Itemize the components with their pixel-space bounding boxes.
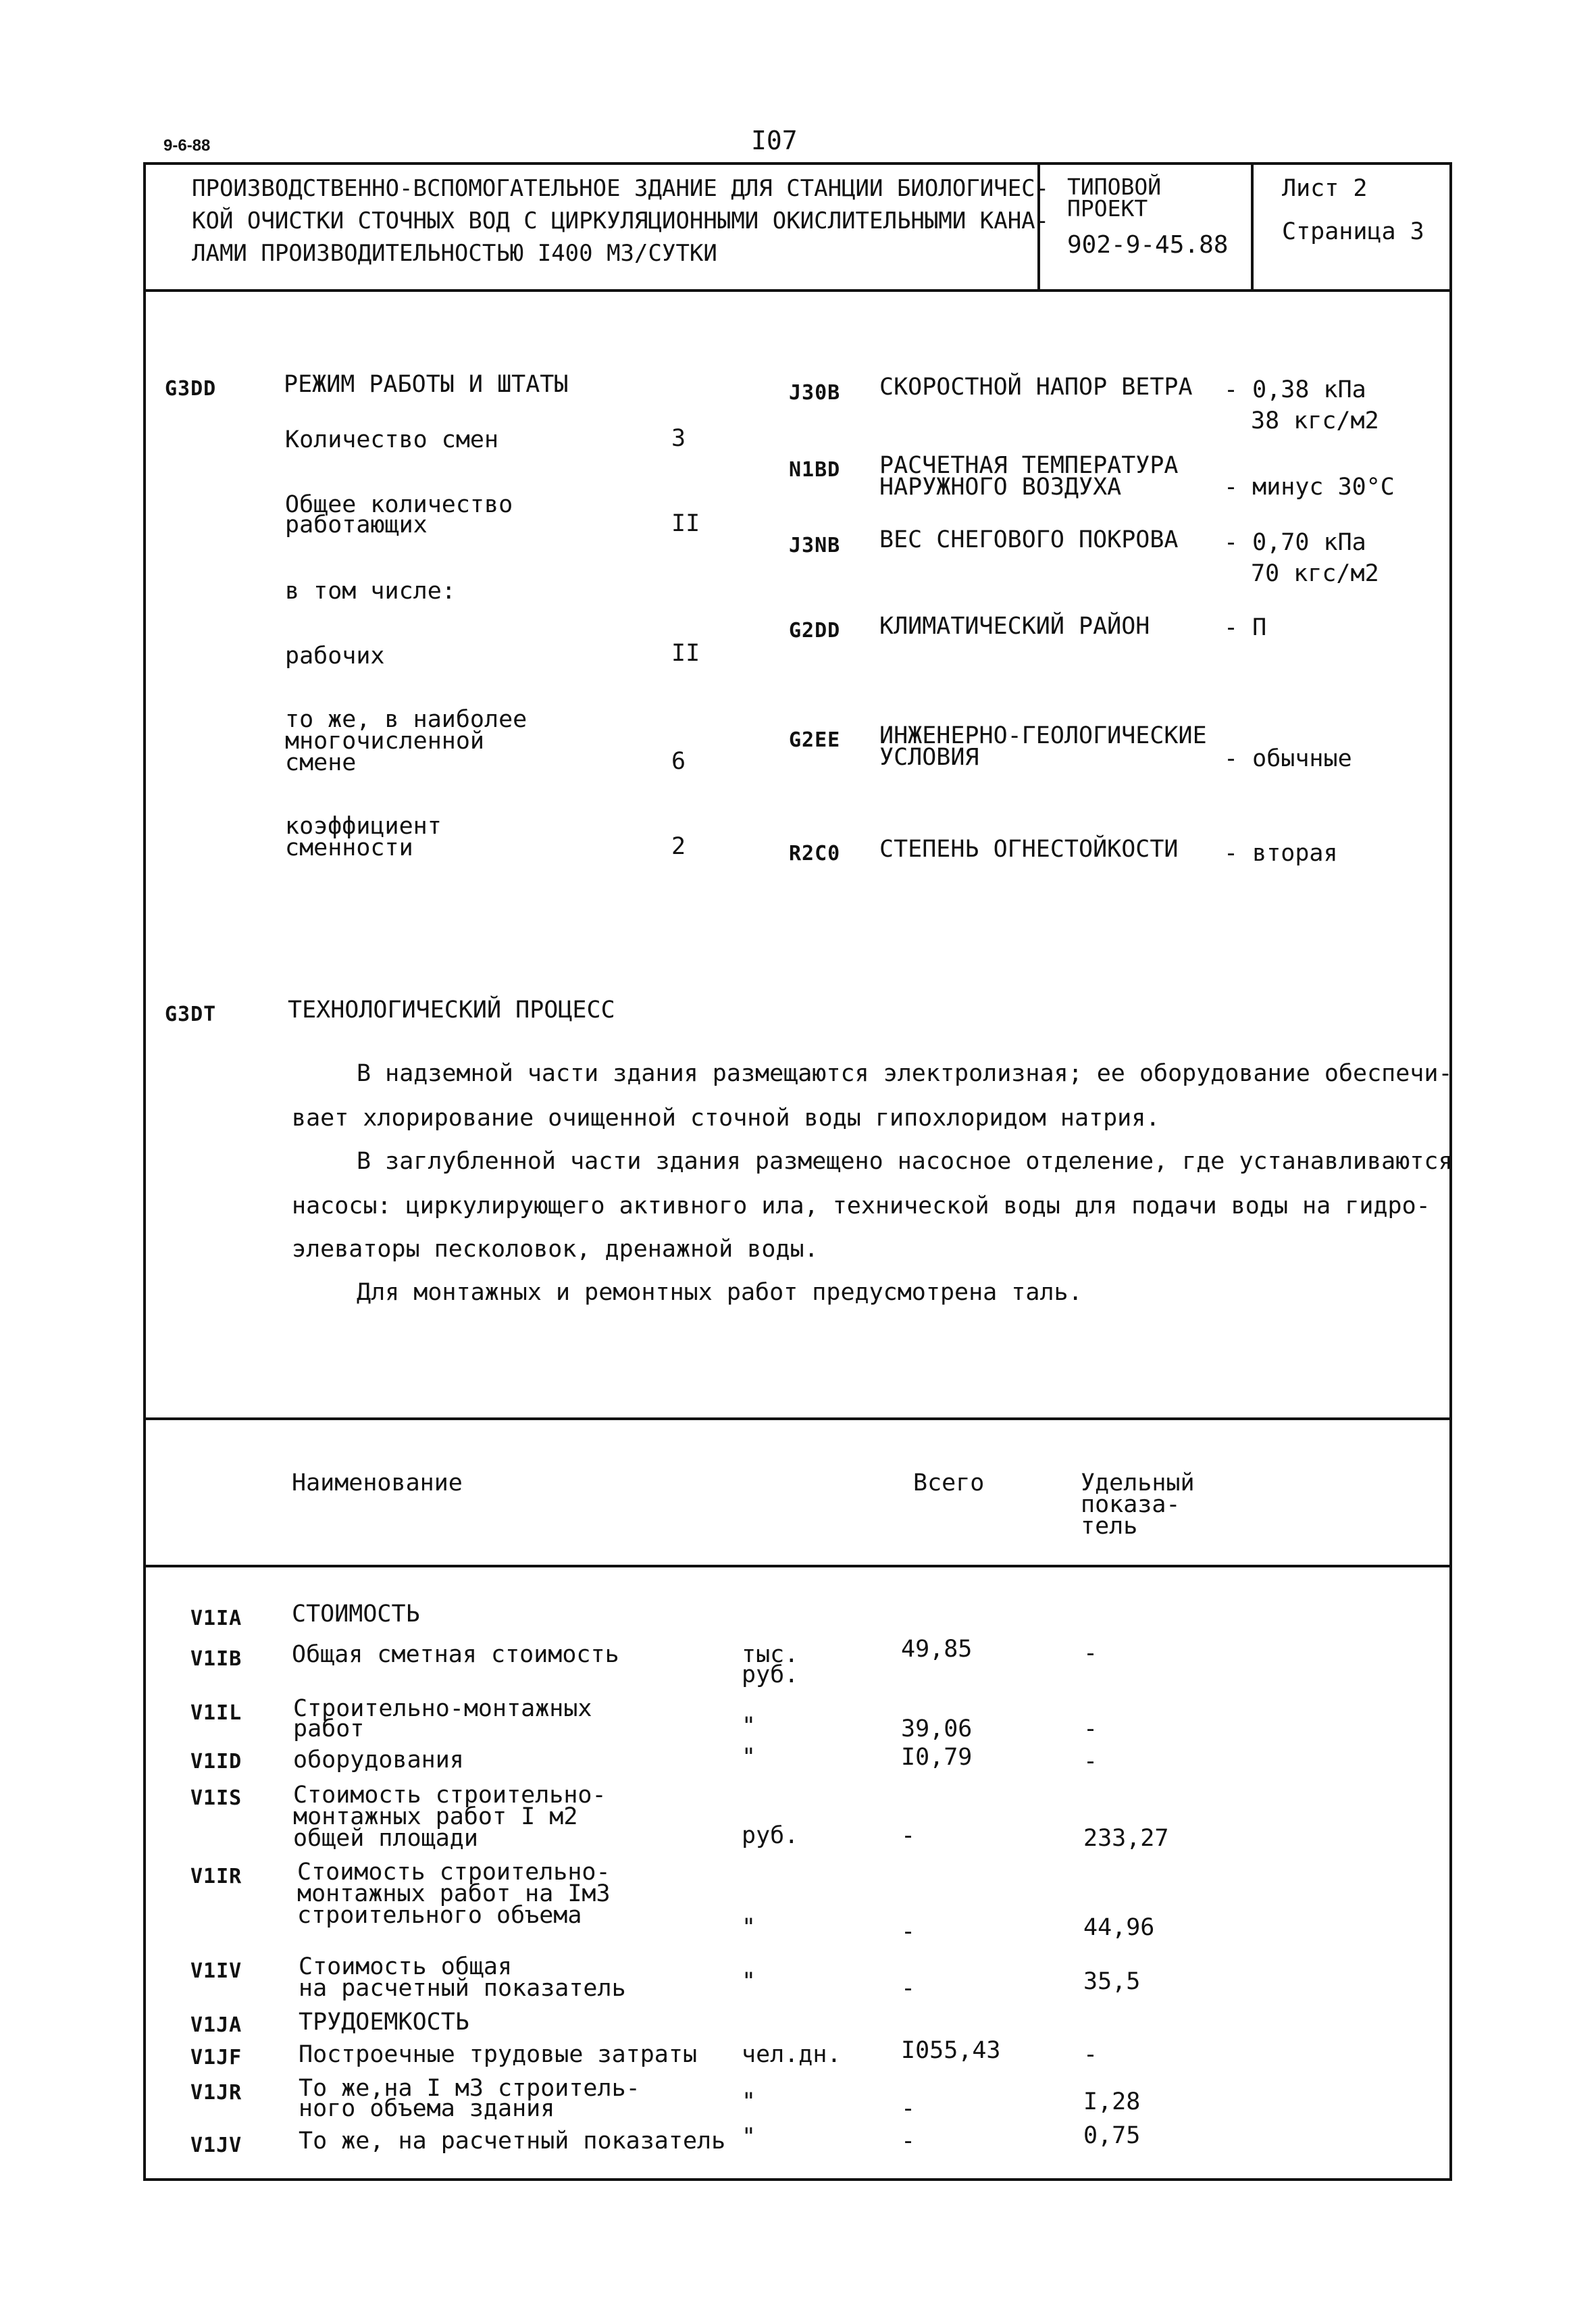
row-code: V1JV bbox=[190, 2134, 242, 2157]
row-total: I0,79 bbox=[901, 1744, 973, 1771]
row-name: Общая сметная стоимость bbox=[292, 1641, 619, 1668]
row-name: ТРУДОЕМКОСТЬ bbox=[299, 2009, 469, 2036]
row-specific: 35,5 bbox=[1083, 1968, 1141, 1995]
row-unit: " bbox=[742, 2123, 756, 2150]
climate-label: ИНЖЕНЕРНО-ГЕОЛОГИЧЕСКИЕ bbox=[879, 722, 1207, 749]
page-number: I07 bbox=[751, 126, 798, 155]
tech-paragraph-line: В заглубленной части здания размещено насосное отделение, где устанавливаются bbox=[357, 1148, 1453, 1175]
climate-code: J30B bbox=[789, 381, 841, 405]
row-code: V1JR bbox=[190, 2081, 242, 2105]
row-name: То же,на I м3 строитель- bbox=[299, 2075, 640, 2102]
row-code: V1IL bbox=[190, 1701, 242, 1725]
row-name: То же, на расчетный показатель bbox=[299, 2128, 726, 2155]
staff-label: то же, в наиболее bbox=[285, 706, 527, 733]
row-unit: руб. bbox=[742, 1822, 799, 1849]
staff-label: в том числе: bbox=[285, 578, 456, 605]
row-unit: тыс. bbox=[742, 1641, 799, 1668]
tech-paragraph-line: Для монтажных и ремонтных работ предусмотрена таль. bbox=[357, 1279, 1083, 1306]
table-header-divider bbox=[143, 1565, 1452, 1567]
staff-label: смене bbox=[285, 749, 357, 776]
staff-label: многочисленной bbox=[285, 728, 485, 755]
row-name: оборудования bbox=[293, 1746, 464, 1774]
row-specific: - bbox=[1083, 2041, 1098, 2068]
climate-label: СТЕПЕНЬ ОГНЕСТОЙКОСТИ bbox=[879, 836, 1179, 863]
project-number: 902-9-45.88 bbox=[1067, 231, 1229, 259]
climate-value-alt: 70 кгс/м2 bbox=[1251, 560, 1379, 587]
row-total: - bbox=[901, 2128, 916, 2155]
climate-label: ВЕС СНЕГОВОГО ПОКРОВА bbox=[879, 526, 1179, 553]
table-header-name: Наименование bbox=[292, 1469, 463, 1496]
climate-value-alt: 38 кгс/м2 bbox=[1251, 407, 1379, 434]
row-total: - bbox=[901, 1918, 916, 1945]
table-header-specific: Удельный bbox=[1081, 1469, 1195, 1496]
row-unit: " bbox=[742, 1968, 756, 1995]
page-label: Страница 3 bbox=[1282, 218, 1424, 245]
climate-label: НАРУЖНОГО ВОЗДУХА bbox=[879, 474, 1122, 501]
row-total: I055,43 bbox=[901, 2037, 1001, 2064]
row-specific: I,28 bbox=[1083, 2088, 1141, 2115]
climate-value: - вторая bbox=[1224, 840, 1338, 867]
climate-value: - минус 30°С bbox=[1224, 474, 1395, 501]
staff-value: 3 bbox=[671, 425, 686, 452]
staff-label: Количество смен bbox=[285, 426, 499, 453]
row-unit: чел.дн. bbox=[742, 2041, 842, 2068]
row-name: СТОИМОСТЬ bbox=[292, 1601, 420, 1628]
climate-code: J3NB bbox=[789, 534, 841, 557]
row-name: строительного объема bbox=[297, 1902, 582, 1929]
row-specific: - bbox=[1083, 1715, 1098, 1742]
staff-label: рабочих bbox=[285, 643, 385, 670]
row-code: V1IV bbox=[190, 1959, 242, 1983]
row-specific: 0,75 bbox=[1083, 2122, 1141, 2149]
row-total: 39,06 bbox=[901, 1715, 973, 1742]
staff-value: 6 bbox=[671, 748, 686, 775]
tech-paragraph-line: вает хлорирование очищенной сточной воды гипохлоридом натрия. bbox=[292, 1105, 1160, 1132]
row-name: монтажных работ I м2 bbox=[293, 1803, 578, 1830]
project-type-2: ПРОЕКТ bbox=[1067, 195, 1148, 222]
row-name: Строительно-монтажных bbox=[293, 1695, 592, 1722]
climate-value: - обычные bbox=[1224, 745, 1352, 772]
tech-paragraph-line: элеваторы песколовок, дренажной воды. bbox=[292, 1236, 819, 1263]
climate-label: КЛИМАТИЧЕСКИЙ РАЙОН bbox=[879, 613, 1150, 640]
table-top-divider bbox=[143, 1417, 1452, 1420]
row-specific: 44,96 bbox=[1083, 1914, 1155, 1941]
sheet-label: Лист 2 bbox=[1282, 175, 1368, 202]
climate-value: - П bbox=[1224, 614, 1267, 641]
row-code: V1IA bbox=[190, 1607, 242, 1630]
staff-value: 2 bbox=[671, 833, 686, 860]
section-code: G3DD bbox=[165, 377, 217, 401]
climate-label: УСЛОВИЯ bbox=[879, 744, 979, 771]
header-col-divider-2 bbox=[1251, 162, 1254, 291]
row-name: Стоимость общая bbox=[299, 1953, 513, 1980]
row-unit: " bbox=[742, 1744, 756, 1771]
row-code: V1IR bbox=[190, 1865, 242, 1888]
row-code: V1IS bbox=[190, 1786, 242, 1810]
table-header-total: Всего bbox=[913, 1469, 985, 1496]
row-name: общей площади bbox=[293, 1825, 478, 1852]
row-unit: руб. bbox=[742, 1661, 799, 1688]
row-total: - bbox=[901, 2095, 916, 2122]
tech-heading: ТЕХНОЛОГИЧЕСКИЙ ПРОЦЕСС bbox=[288, 997, 615, 1024]
row-code: V1IB bbox=[190, 1647, 242, 1671]
tech-code: G3DT bbox=[165, 1003, 217, 1026]
climate-label: РАСЧЕТНАЯ ТЕМПЕРАТУРА bbox=[879, 452, 1179, 479]
section-heading: РЕЖИМ РАБОТЫ И ШТАТЫ bbox=[284, 371, 569, 398]
climate-code: N1BD bbox=[789, 458, 841, 482]
tech-paragraph-line: В надземной части здания размещаются электролизная; ее оборудование обеспечи- bbox=[357, 1060, 1453, 1087]
table-header-specific: тель bbox=[1081, 1513, 1138, 1540]
climate-value: - 0,70 кПа bbox=[1224, 529, 1366, 556]
row-name: Построечные трудовые затраты bbox=[299, 2041, 698, 2068]
staff-label: работающих bbox=[285, 511, 428, 538]
row-name: ного объема здания bbox=[299, 2095, 555, 2122]
row-name: работ bbox=[293, 1715, 365, 1742]
row-specific: - bbox=[1083, 1640, 1098, 1667]
staff-label: сменности bbox=[285, 834, 413, 861]
row-code: V1JF bbox=[190, 2046, 242, 2069]
row-name: на расчетный показатель bbox=[299, 1975, 626, 2002]
header-title-line: ЛАМИ ПРОИЗВОДИТЕЛЬНОСТЬЮ I400 МЗ/СУТКИ bbox=[192, 240, 717, 267]
climate-code: R2C0 bbox=[789, 842, 841, 865]
staff-value: II bbox=[671, 510, 700, 537]
row-specific: - bbox=[1083, 1748, 1098, 1775]
staff-label: Общее количество bbox=[285, 491, 513, 518]
header-title-line: КОЙ ОЧИСТКИ СТОЧНЫХ ВОД С ЦИРКУЛЯЦИОННЫМИ ОКИСЛИТЕЛЬНЫМИ КАНА- bbox=[192, 207, 1050, 234]
climate-value: - 0,38 кПа bbox=[1224, 376, 1366, 403]
tech-paragraph-line: насосы: циркулирующего активного ила, технической воды для подачи воды на гидро- bbox=[292, 1192, 1431, 1219]
row-name: монтажных работ на IмЗ bbox=[297, 1880, 611, 1907]
row-total: - bbox=[901, 1822, 916, 1849]
staff-value: II bbox=[671, 640, 700, 667]
staff-label: коэффициент bbox=[285, 813, 442, 840]
row-name: Стоимость строительно- bbox=[293, 1782, 607, 1809]
project-type: ТИПОВОЙ bbox=[1067, 174, 1162, 200]
series-code: 9-6-88 bbox=[163, 136, 211, 155]
climate-code: G2DD bbox=[789, 619, 841, 643]
row-total: 49,85 bbox=[901, 1636, 973, 1663]
row-code: V1JA bbox=[190, 2013, 242, 2037]
row-unit: " bbox=[742, 1914, 756, 1941]
climate-code: G2EE bbox=[789, 728, 841, 752]
header-divider bbox=[143, 289, 1452, 292]
row-name: Стоимость строительно- bbox=[297, 1859, 611, 1886]
row-code: V1ID bbox=[190, 1750, 242, 1774]
row-unit: " bbox=[742, 1713, 756, 1740]
header-title-line: ПРОИЗВОДСТВЕННО-ВСПОМОГАТЕЛЬНОЕ ЗДАНИЕ ДЛЯ СТАНЦИИ БИОЛОГИЧЕС- bbox=[192, 175, 1050, 202]
table-header-specific: показа- bbox=[1081, 1491, 1181, 1518]
row-total: - bbox=[901, 1975, 916, 2002]
climate-label: СКОРОСТНОЙ НАПОР ВЕТРА bbox=[879, 374, 1193, 401]
row-unit: " bbox=[742, 2088, 756, 2115]
right-margin-rule bbox=[1449, 291, 1452, 1417]
row-specific: 233,27 bbox=[1083, 1825, 1169, 1852]
